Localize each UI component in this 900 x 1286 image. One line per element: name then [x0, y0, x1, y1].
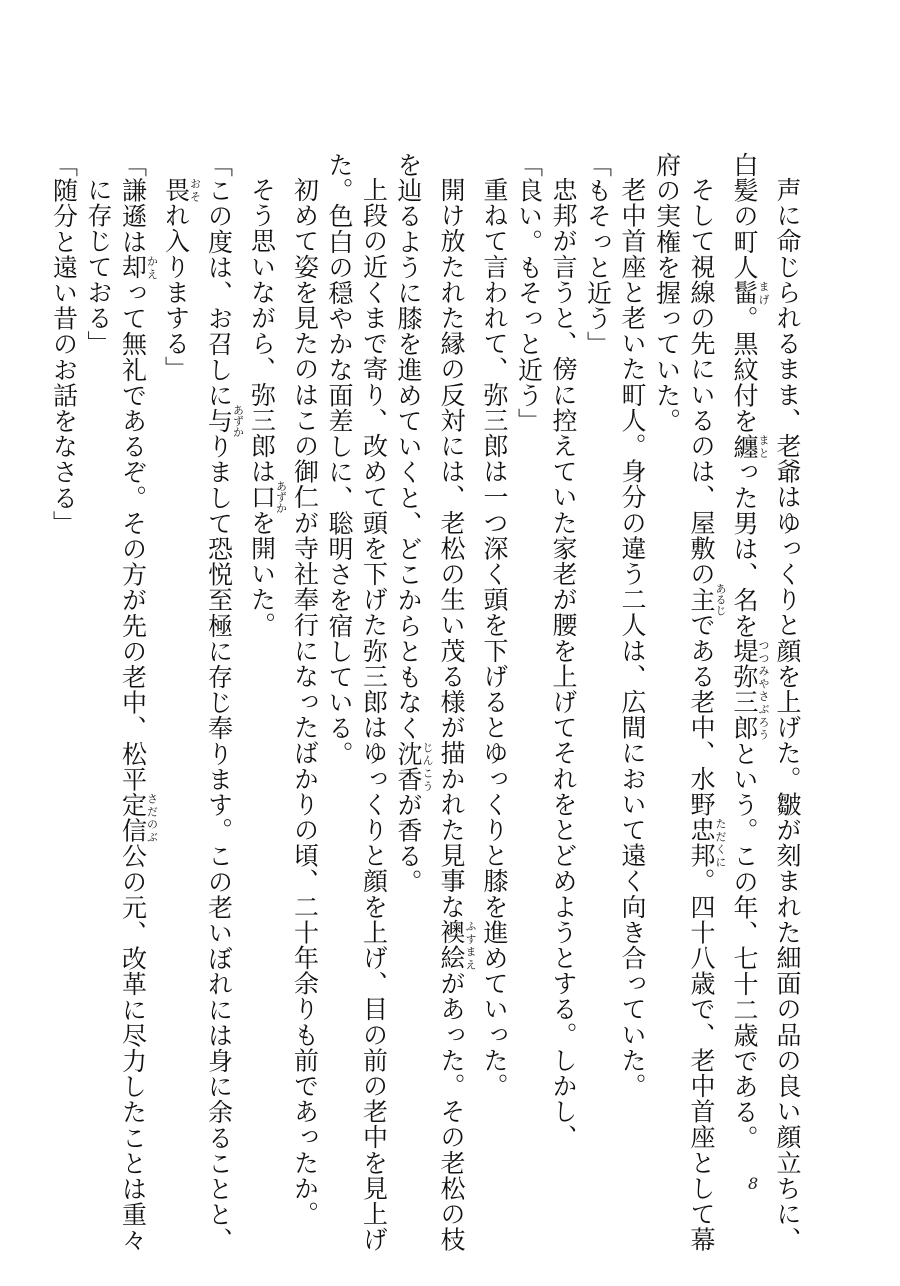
text-run: が香る。 — [394, 792, 423, 895]
ruby-word: 堤弥三郎つつみやさぶろう — [730, 638, 770, 741]
dialogue-run: れ入りまする」 — [161, 202, 191, 382]
text-line — [115, 152, 159, 1253]
ruby-word: 口あずか — [247, 480, 288, 514]
dialogue-run: に存じておる」 — [84, 177, 113, 357]
text-run: 重ねて言われて、弥三郎は一つ深く頭を下げるとゆっくりと膝を進めていった。 — [480, 177, 509, 1099]
ruby-word: 沈香じんこう — [394, 740, 434, 793]
dialogue-run: 「随分と遠い昔のお話をなさる」 — [49, 152, 79, 536]
text-run: 。黒紋付を — [730, 305, 759, 434]
ruby-word: 却かえ — [118, 254, 159, 281]
text-line — [287, 152, 322, 1227]
text-line — [649, 152, 684, 1162]
text-run: た。色白の穏やかな面差しに、聡明さを宿している。 — [325, 152, 354, 767]
text-run: があった。その老松の枝 — [437, 970, 466, 1253]
ruby-word: 主あるじ — [687, 582, 727, 616]
ruby-reading: あずか — [231, 404, 245, 438]
text-line — [81, 152, 116, 1162]
ruby-word: 定信さだのぶ — [118, 792, 159, 844]
text-line — [684, 152, 727, 1253]
text-line — [546, 152, 581, 1162]
text-line — [770, 152, 805, 1253]
text-run: そう思いながら、弥三郎は — [247, 177, 277, 485]
text-line — [46, 152, 81, 1162]
dialogue-run: 「もそっと近う」 — [583, 152, 613, 357]
text-line — [158, 152, 201, 1162]
text-line — [391, 152, 434, 1162]
text-run: である老中、水野 — [687, 612, 716, 818]
text-run: 府の実権を握っていた。 — [652, 152, 682, 434]
ruby-reading: ただくに — [714, 817, 727, 869]
text-line — [434, 152, 477, 1253]
dialogue-run: って無礼であるぞ。その方が先の老中、松平 — [118, 280, 148, 793]
text-run: という。この年、七十二歳である。 — [730, 740, 759, 1151]
dialogue-run: 「この度は、お召しに — [204, 152, 234, 408]
ruby-reading: じんこう — [421, 740, 434, 792]
page-number: 8 — [748, 1174, 759, 1193]
vertical-text-body — [49, 152, 804, 1253]
ruby-word: 忠邦ただくに — [687, 817, 727, 869]
text-run: そして視線の先にいるのは、屋敷の — [687, 177, 716, 587]
ruby-reading: あずか — [274, 480, 288, 514]
text-line — [322, 152, 357, 1162]
text-line — [615, 152, 650, 1162]
ruby-reading: おそ — [188, 177, 202, 203]
text-line — [580, 152, 615, 1162]
text-run: 初めて姿を見たのはこの御仁が寺社奉行になったばかりの頃、二十年余りも前であったか。 — [290, 177, 320, 1227]
ruby-reading: つつみやさぶろう — [757, 638, 770, 741]
ruby-reading: ふすまえ — [464, 919, 477, 971]
text-run: を辿るように膝を進めていくと、どこからともなく — [394, 152, 423, 741]
text-run: 声に命じられるまま、老爺はゆっくりと顔を上げた。皺が刻まれた細面の品の良い顔立ちに、 — [773, 177, 802, 1253]
text-run: 上段の近くまで寄り、改めて頭を下げた弥三郎はゆっくりと顔を上げ、目の前の老中を見上げ — [359, 177, 389, 1253]
text-run: 老中首座と老いた町人。身分の違う二人は、広間において遠く向き合っていた。 — [618, 177, 647, 1099]
text-run: を開いた。 — [247, 509, 277, 638]
ruby-word: 髷まげ — [730, 280, 770, 306]
ruby-word: 纏まと — [730, 433, 770, 460]
text-run: った男は、名を — [730, 459, 759, 639]
text-line — [201, 152, 245, 1253]
ruby-reading: さだのぶ — [145, 792, 159, 844]
text-run: 忠邦が言うと、傍に控えていた家老が腰を上げてそれをとどめようとする。しかし、 — [549, 177, 578, 1150]
ruby-word: 畏おそ — [161, 177, 202, 203]
text-line — [244, 152, 287, 1162]
dialogue-run: 公の元、改革に尽力したことは重々 — [118, 843, 148, 1253]
text-run: 開け放たれた縁の反対には、老松の生い茂る様が描かれた見事な — [437, 177, 466, 920]
ruby-reading: あるじ — [714, 582, 727, 616]
dialogue-run: 「良い。もそっと近う」 — [514, 152, 544, 434]
text-line — [727, 152, 770, 1162]
dialogue-run: りまして恐悦至極に存じ奉ります。この老いぼれには身に余ることと、 — [204, 433, 234, 1253]
ruby-word: 与あずか — [204, 404, 245, 438]
ruby-reading: まげ — [757, 280, 770, 306]
text-line — [356, 152, 391, 1253]
text-run: 白髪の町人 — [730, 152, 759, 280]
ruby-reading: まと — [757, 433, 770, 460]
text-line — [477, 152, 512, 1162]
text-line — [511, 152, 546, 1162]
dialogue-run: 「謙遜は — [118, 152, 148, 255]
text-run: 。四十八歳で、老中首座として幕 — [687, 868, 716, 1253]
ruby-word: 襖絵ふすまえ — [437, 919, 477, 971]
ruby-reading: かえ — [145, 254, 159, 280]
